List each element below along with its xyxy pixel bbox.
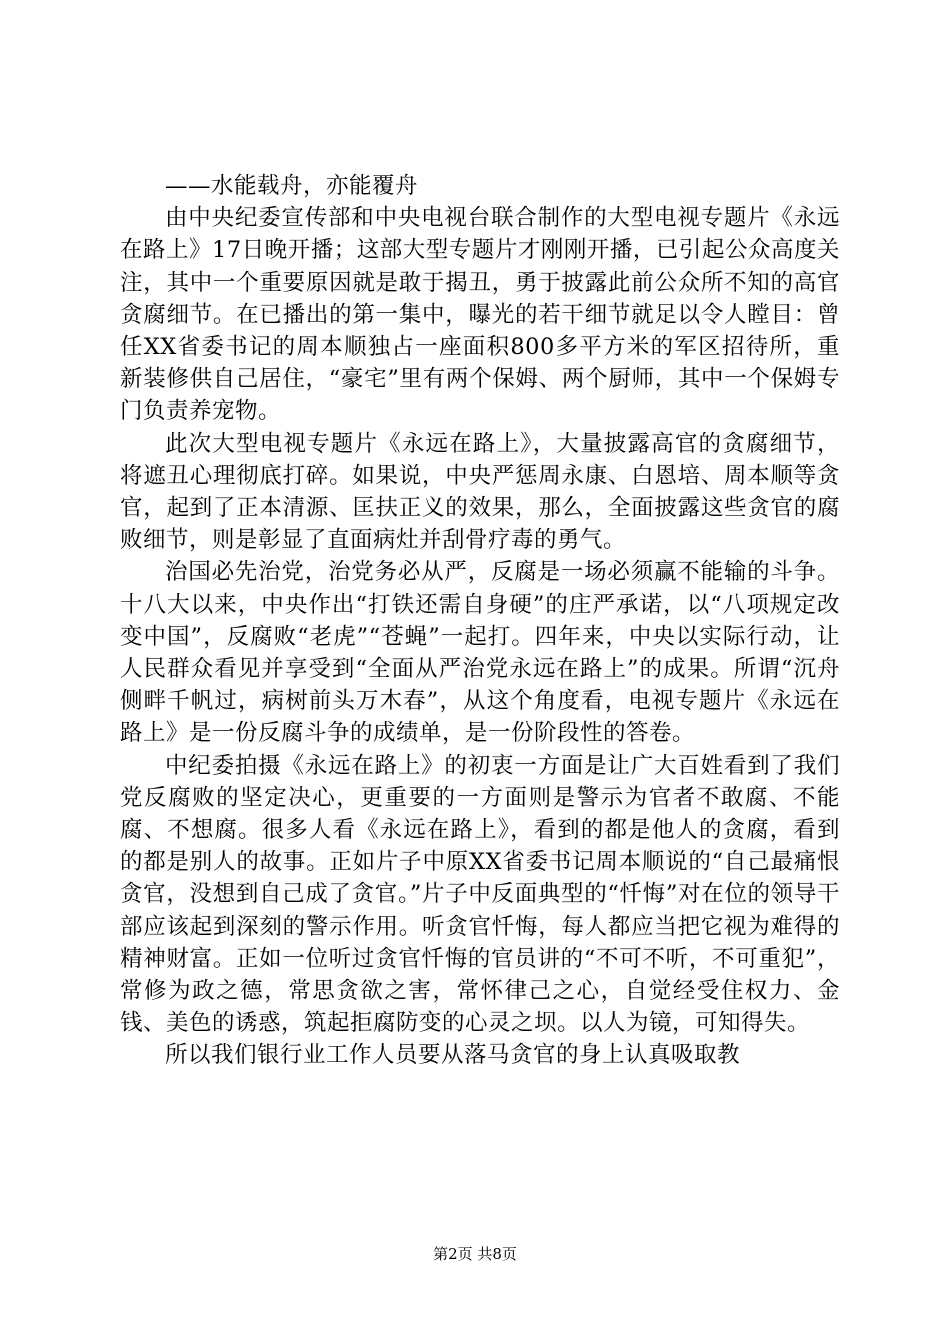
paragraph: 此次大型电视专题片《永远在路上》，大量披露高官的贪腐细节，将遮丑心理彻底打碎。如果说，中央严惩周永康、白恩培、周本顺等贪官，起到了正本清源、匡扶正义的效果，那么，全面披露这些贪官的腐败细节，则是彰显了直面病灶并刮骨疗毒的勇气。 [120, 430, 840, 554]
page-number-footer: 第2页 共8页 [433, 1245, 517, 1263]
document-body [120, 170, 840, 1072]
paragraph: 由中央纪委宣传部和中央电视台联合制作的大型电视专题片《永远在路上》17日晚开播；这部大型专题片才刚刚开播，已引起公众高度关注，其中一个重要原因就是敢于揭丑，勇于披露此前公众所不知的高官贪腐细节。在已播出的第一集中，曝光的若干细节就足以令人瞠目：曾任XX省委书记的周本顺独占一座面积800多平方米的军区招待所，重新装修供自己居住，“豪宅”里有两个保姆、两个厨师，其中一个保姆专门负责养宠物。 [120, 205, 840, 425]
subtitle-line: ——水能载舟，亦能覆舟 [165, 173, 419, 199]
paragraph: 中纪委拍摄《永远在路上》的初衷一方面是让广大百姓看到了我们党反腐败的坚定决心，更重要的一方面则是警示为官者不敢腐、不能腐、不想腐。很多人看《永远在路上》，看到的都是他人的贪腐，看到的都是别人的故事。正如片子中原XX省委书记周本顺说的“自己最痛恨贪官，没想到自己成了贪官。”片子中反面典型的“忏悔”对在位的领导干部应该起到深刻的警示作用。听贪官忏悔，每人都应当把它视为难得的精神财富。正如一位听过贪官忏悔的官员讲的“不可不听，不可重犯”，常修为政之德，常思贪欲之害，常怀律己之心，自觉经受住权力、金钱、美色的诱惑，筑起拒腐防变的心灵之坝。以人为镜，可知得失。 [120, 752, 840, 1037]
paragraph: 所以我们银行业工作人员要从落马贪官的身上认真吸取教 [165, 1042, 741, 1069]
paragraph: 治国必先治党，治党务必从严，反腐是一场必须赢不能输的斗争。十八大以来，中央作出“打铁还需自身硬”的庄严承诺，以“八项规定改变中国”，反腐败“老虎”“苍蝇”一起打。四年来，中央以实际行动，让人民群众看见并享受到“全面从严治党永远在路上”的成果。所谓“沉舟侧畔千帆过，病树前头万木春”，从这个角度看，电视专题片《永远在路上》是一份反腐斗争的成绩单，是一份阶段性的答卷。 [120, 559, 840, 747]
